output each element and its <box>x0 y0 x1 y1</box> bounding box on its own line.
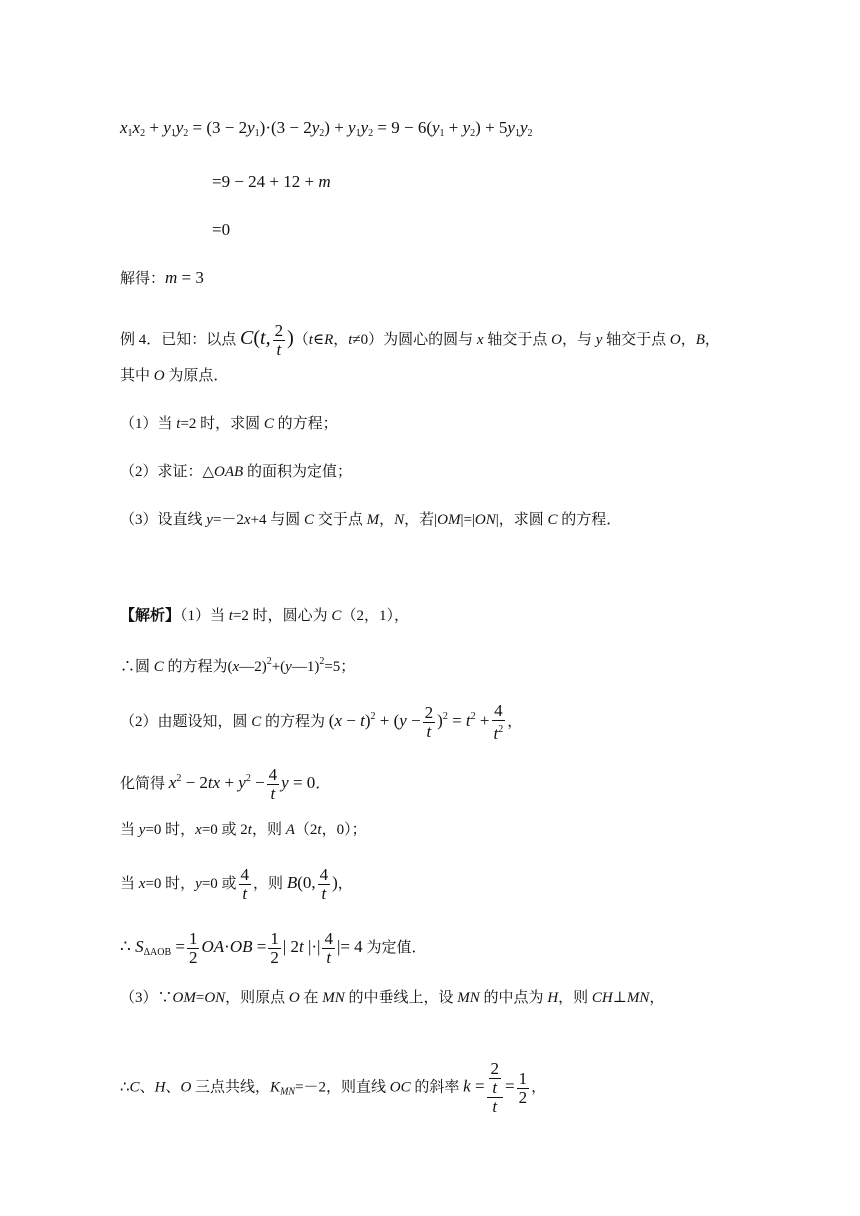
analysis-3-perpendicular: （3）∵OM=ON，则原点 O 在 MN 的中垂线上，设 MN 的中点为 H，则 CH⊥MN， <box>120 990 665 1006</box>
example-4-statement: 例 4．已知：以点 C(t, $\frac{2}{t}$ )（t∈R，t≠0）为圆心的圆与 x 轴交于点 O，与 y 轴交于点 O，B， <box>120 321 720 359</box>
analysis-2-simplified: 化简得 $x^2 - 2tx + y^2$ − $\frac{4}{t}$ y = 0． <box>120 765 331 803</box>
question-3: （3）设直线 y=－2x+4 与圆 C 交于点 M，N，若|OM|=|ON|，求圆 C 的方程． <box>120 512 622 528</box>
analysis-2-area: ∴ $S_{\Delta AOB}$ = $\frac{1}{2}$ OA·OB = $\frac{1}{2}$ | 2t |·| $\frac{4}{t}$ |= 4 为定值． <box>120 929 427 967</box>
solve-result: 解得：m = 3 <box>120 268 204 287</box>
analysis-2-equation: （2）由题设知，圆 C 的方程为 $(x - t)^2 + (y$ − $\frac{2}{t}$ )$^2 = t^2$ + $\frac{4}{t^2}$ ， <box>120 701 523 743</box>
equation-line-1: $x_1x_2 + y_1y_2 = (3 - 2y_1)\cdot(3 - 2y_2) + y_1y_2 = 9 - 6(y_1 + y_2) + 5y_1y_2$ <box>120 118 533 139</box>
analysis-3-slope: ∴C、H、O 三点共线，$K_{MN}=-2$，则直线 OC 的斜率 k = $\frac{\frac{2}{t}}{t}$ = $\frac{1}{2}$ ， <box>120 1059 547 1116</box>
question-1: （1）当 t=2 时，求圆 C 的方程； <box>120 416 338 432</box>
analysis-2-point-a: 当 y=0 时，x=0 或 2t，则 A（2t，0）； <box>120 822 367 838</box>
analysis-2-point-b: 当 x=0 时，y=0 或 $\frac{4}{t}$ ，则 B(0, $\frac{4}{t}$ )， <box>120 865 353 903</box>
question-2: （2）求证：△OAB 的面积为定值； <box>120 464 352 480</box>
equation-line-2: =9 − 24 + 12 + m <box>212 172 331 191</box>
analysis-1-result: ∴圆 C 的方程为(x—2)$^2$+(y—1)$^2$=5； <box>120 656 356 675</box>
equation-line-3: =0 <box>212 220 231 239</box>
example-4-origin-note: 其中 O 为原点． <box>120 368 229 384</box>
analysis-1: 【解析】（1）当 t=2 时，圆心为 C（2，1）， <box>120 608 409 624</box>
